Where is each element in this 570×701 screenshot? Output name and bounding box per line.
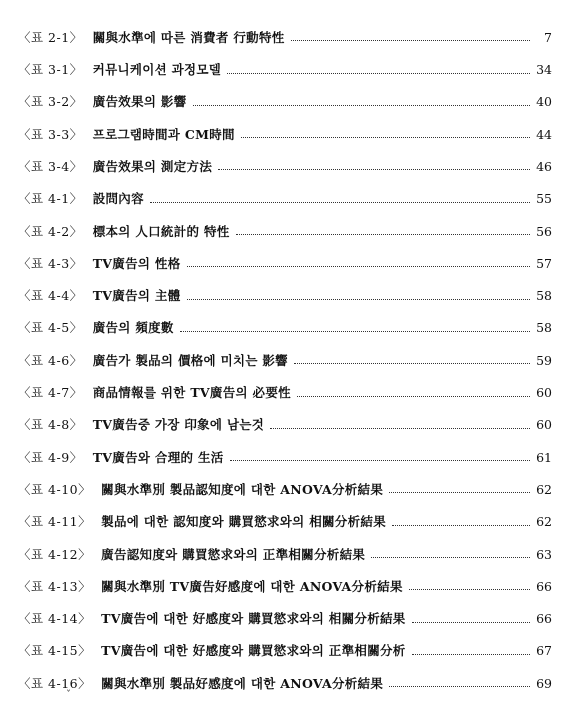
dot-leader [218, 169, 530, 170]
stray-mark: ˇ [66, 690, 71, 701]
toc-entry[interactable] [18, 77, 552, 109]
table-title: 製品에 대한 認知度와 購買慾求와의 相關分析結果 [101, 514, 386, 530]
table-title: 廣告效果의 測定方法 [92, 158, 213, 174]
page-number: 66 [536, 578, 552, 594]
page-number: 61 [536, 449, 552, 465]
table-number-label: 〈표 4-12〉 [18, 546, 92, 562]
page-number: 60 [536, 385, 552, 401]
table-number-label: 〈표 4-11〉 [18, 514, 92, 530]
table-title: 커뮤니케이션 과정모델 [92, 62, 222, 78]
table-number-label: 〈표 4-3〉 [18, 255, 83, 271]
table-number-label: 〈표 2-1〉 [18, 29, 83, 45]
dot-leader [409, 589, 530, 590]
toc-entry[interactable] [18, 496, 552, 528]
toc-entry[interactable] [18, 270, 552, 302]
toc-entry[interactable] [18, 400, 552, 432]
toc-entry[interactable] [18, 173, 552, 205]
toc-entry[interactable] [18, 593, 552, 625]
page-number: 55 [536, 191, 552, 207]
page-number: 34 [536, 62, 552, 78]
table-number-label: 〈표 4-1〉 [18, 191, 83, 207]
toc-entry[interactable] [18, 44, 552, 76]
dot-leader [193, 105, 530, 106]
page-number: 56 [536, 223, 552, 239]
table-title: 商品情報를 위한 TV廣告의 必要性 [92, 385, 291, 401]
dot-leader [180, 331, 530, 332]
table-title: TV廣告와 合理的 生活 [92, 449, 224, 465]
table-number-label: 〈표 4-8〉 [18, 417, 83, 433]
toc-entry[interactable] [18, 529, 552, 561]
dot-leader [412, 654, 530, 655]
table-number-label: 〈표 4-5〉 [18, 320, 83, 336]
toc-entry[interactable] [18, 561, 552, 593]
dot-leader [389, 492, 530, 493]
page-number: 40 [536, 94, 552, 110]
dot-leader [187, 299, 530, 300]
toc-entry[interactable] [18, 658, 552, 690]
page-number: 58 [536, 320, 552, 336]
toc-entry[interactable] [18, 432, 552, 464]
dot-leader [294, 363, 530, 364]
dot-leader [241, 137, 530, 138]
toc-entry[interactable] [18, 367, 552, 399]
page-number: 63 [536, 546, 552, 562]
page-number: 46 [536, 158, 552, 174]
page-number: 44 [536, 126, 552, 142]
table-number-label: 〈표 3-3〉 [18, 126, 83, 142]
dot-leader [412, 622, 530, 623]
dot-leader [230, 460, 530, 461]
page-number: 62 [536, 481, 552, 497]
page-number: 69 [536, 675, 552, 691]
page-number: 59 [536, 352, 552, 368]
table-title: 設問內容 [92, 191, 144, 207]
dot-leader [297, 396, 530, 397]
table-title: TV廣告에 대한 好感度와 購買慾求와의 正準相關分析 [101, 643, 406, 659]
toc-entry[interactable] [18, 12, 552, 44]
page-number: 62 [536, 514, 552, 530]
page-number: 58 [536, 288, 552, 304]
table-title: 關與水準別 TV廣告好感度에 대한 ANOVA分析結果 [101, 578, 403, 594]
table-title: 關與水準別 製品好感度에 대한 ANOVA分析結果 [101, 675, 384, 691]
table-number-label: 〈표 3-1〉 [18, 62, 83, 78]
toc-entry[interactable] [18, 303, 552, 335]
table-title: TV廣告에 대한 好感度와 購買慾求와의 相關分析結果 [101, 611, 406, 627]
dot-leader [371, 557, 530, 558]
dot-leader [150, 202, 530, 203]
table-number-label: 〈표 4-2〉 [18, 223, 83, 239]
toc-entry[interactable] [18, 335, 552, 367]
toc-entry[interactable] [18, 464, 552, 496]
table-title: 標本의 人口統計的 特性 [92, 223, 230, 239]
table-title: 關與水準에 따른 消費者 行動特性 [92, 29, 285, 45]
table-number-label: 〈표 4-15〉 [18, 643, 92, 659]
table-title: 프로그램時間과 CM時間 [92, 126, 235, 142]
table-of-contents-list [18, 12, 552, 690]
table-title: 關與水準別 製品認知度에 대한 ANOVA分析結果 [101, 481, 384, 497]
dot-leader [187, 266, 530, 267]
table-number-label: 〈표 4-16〉 [18, 675, 92, 691]
dot-leader [392, 525, 530, 526]
table-number-label: 〈표 4-7〉 [18, 385, 83, 401]
toc-entry[interactable] [18, 238, 552, 270]
table-title: 廣告의 頻度數 [92, 320, 174, 336]
table-number-label: 〈표 4-4〉 [18, 288, 83, 304]
page-number: 60 [536, 417, 552, 433]
table-number-label: 〈표 4-14〉 [18, 611, 92, 627]
table-title: TV廣告의 主體 [92, 288, 181, 304]
page-number: 7 [544, 29, 552, 45]
dot-leader [389, 686, 530, 687]
page-number: 66 [536, 611, 552, 627]
toc-entry[interactable] [18, 141, 552, 173]
dot-leader [291, 40, 530, 41]
table-number-label: 〈표 4-6〉 [18, 352, 83, 368]
table-title: 廣告가 製品의 價格에 미치는 影響 [92, 352, 288, 368]
table-number-label: 〈표 3-2〉 [18, 94, 83, 110]
table-number-label: 〈표 4-10〉 [18, 481, 92, 497]
table-title: TV廣告의 性格 [92, 255, 181, 271]
page-number: 67 [536, 643, 552, 659]
table-title: 廣告認知度와 購買慾求와의 正準相關分析結果 [101, 546, 366, 562]
toc-entry[interactable] [18, 626, 552, 658]
dot-leader [270, 428, 530, 429]
toc-entry[interactable] [18, 109, 552, 141]
page-number: 57 [536, 255, 552, 271]
table-title: TV廣告중 가장 印象에 남는것 [92, 417, 265, 433]
table-number-label: 〈표 3-4〉 [18, 158, 83, 174]
table-number-label: 〈표 4-9〉 [18, 449, 83, 465]
toc-entry[interactable] [18, 206, 552, 238]
dot-leader [227, 73, 530, 74]
table-title: 廣告效果의 影響 [92, 94, 187, 110]
dot-leader [236, 234, 530, 235]
table-number-label: 〈표 4-13〉 [18, 578, 92, 594]
